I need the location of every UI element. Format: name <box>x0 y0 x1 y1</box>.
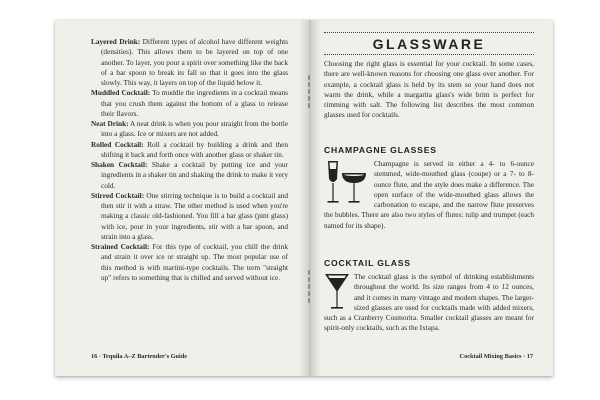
right-page-footer: Cocktail Mixing Basics · 17 <box>459 353 533 360</box>
glossary-entry-strained <box>91 242 288 283</box>
glossary-entry-layered <box>91 37 288 88</box>
glossary-entry-muddled <box>91 88 288 119</box>
entry-term: Muddled Cocktail: <box>91 88 151 98</box>
entry-term: Rolled Cocktail: <box>91 139 144 149</box>
entry-text: One stirring technique is to build a cocktail and then stir it with a straw. The other method is used when you're making a classic old-fashioned. You fill a bar glass (pint glass) with ice, pour in your ingredients, stir with a bar spoon, and strain into a glass. <box>101 190 288 241</box>
glossary-entry-rolled <box>91 140 288 161</box>
cocktail-text: The cocktail glass is the symbol of drinking establishments throughout the world. Its size ranges from 4 to 12 ounces, and it comes in many vintage and modern shapes. The larger-sized glasses are used for cocktails made with added mixers, such as a Cranberry Cosmorita. Smaller cocktail glasses are meant for spirit-only cocktails, such as the Ixtapa. <box>324 272 534 333</box>
entry-text: To muddle the ingredients in a cocktail means that you crush them against the bottom of a glass to release their flavors. <box>101 88 288 118</box>
binding-holes-bottom <box>308 270 311 305</box>
glossary-entry-shaken <box>91 160 288 191</box>
right-page <box>313 20 553 376</box>
entry-text: For this type of cocktail, you chill the drink and strain it over ice or straight up. The most popular use of this method is with martini-type cocktails. The term "straight up" refers to something that is chilled and served without ice. <box>101 242 288 282</box>
left-page <box>55 20 305 376</box>
entry-text: Roll a cocktail by building a drink and then shifting it back and forth once with another glass or shaker tin. <box>101 139 289 159</box>
open-book <box>55 20 553 376</box>
glossary-list <box>91 37 288 283</box>
heading-rule-top <box>324 32 534 33</box>
section-heading: GLASSWARE <box>372 36 486 52</box>
cocktail-subheading: COCKTAIL GLASS <box>324 258 411 268</box>
champagne-text: Champagne is served in either a 4- to 6-ounce stemmed, wide-mouthed glass (coupe) or a 7- to 8-ounce flute, and the style does make a difference. The open surface of the wide-mouthed glass allows the carbonation to escape, and the narrow flute preserves the bubbles. There are also two styles of flutes: tulip and trumpet (each named for its shape). <box>324 159 534 230</box>
entry-term: Layered Drink: <box>91 37 141 46</box>
entry-term: Stirred Cocktail: <box>91 190 145 200</box>
champagne-paragraph <box>324 159 534 231</box>
cocktail-paragraph <box>324 272 534 334</box>
heading-rule-bottom <box>324 54 534 55</box>
champagne-glasses-icon <box>324 159 370 207</box>
entry-term: Strained Cocktail: <box>91 242 150 251</box>
entry-text: A neat drink is when you pour straight from the bottle into a glass. Ice or mixers are not added. <box>101 119 288 139</box>
cocktail-glass-icon <box>324 272 350 312</box>
binding-holes-top <box>308 75 311 110</box>
entry-term: Shaken Cocktail: <box>91 160 148 169</box>
glossary-entry-stirred <box>91 191 288 242</box>
entry-text: Shake a cocktail by putting ice and your ingredients in a shaker tin and shaking the drink to make it very cold. <box>101 160 288 190</box>
entry-term: Neat Drink: <box>91 119 129 128</box>
champagne-subheading: CHAMPAGNE GLASSES <box>324 145 437 155</box>
entry-text: Different types of alcohol have different weights (densities). This allows them to be layered on top of one another. To layer, you pour a spirit over something like the back of a bar spoon to break its fall so that it goes into the glass slowly. This way, it layers on top of the liquid below it. <box>101 37 289 87</box>
left-page-footer: 16 · Tequila A–Z Bartender's Guide <box>91 353 188 360</box>
intro-paragraph: Choosing the right glass is essential for your cocktail. In some cases, there are well-known reasons for choosing one glass over another. For example, a cocktail glass is held by its stem so your hand does not warm the drink, while a margarita glass's wide brim is perfect for rimming with salt. The following list describes the most common glasses used for cocktails. <box>324 59 534 120</box>
glossary-entry-neat <box>91 119 288 140</box>
